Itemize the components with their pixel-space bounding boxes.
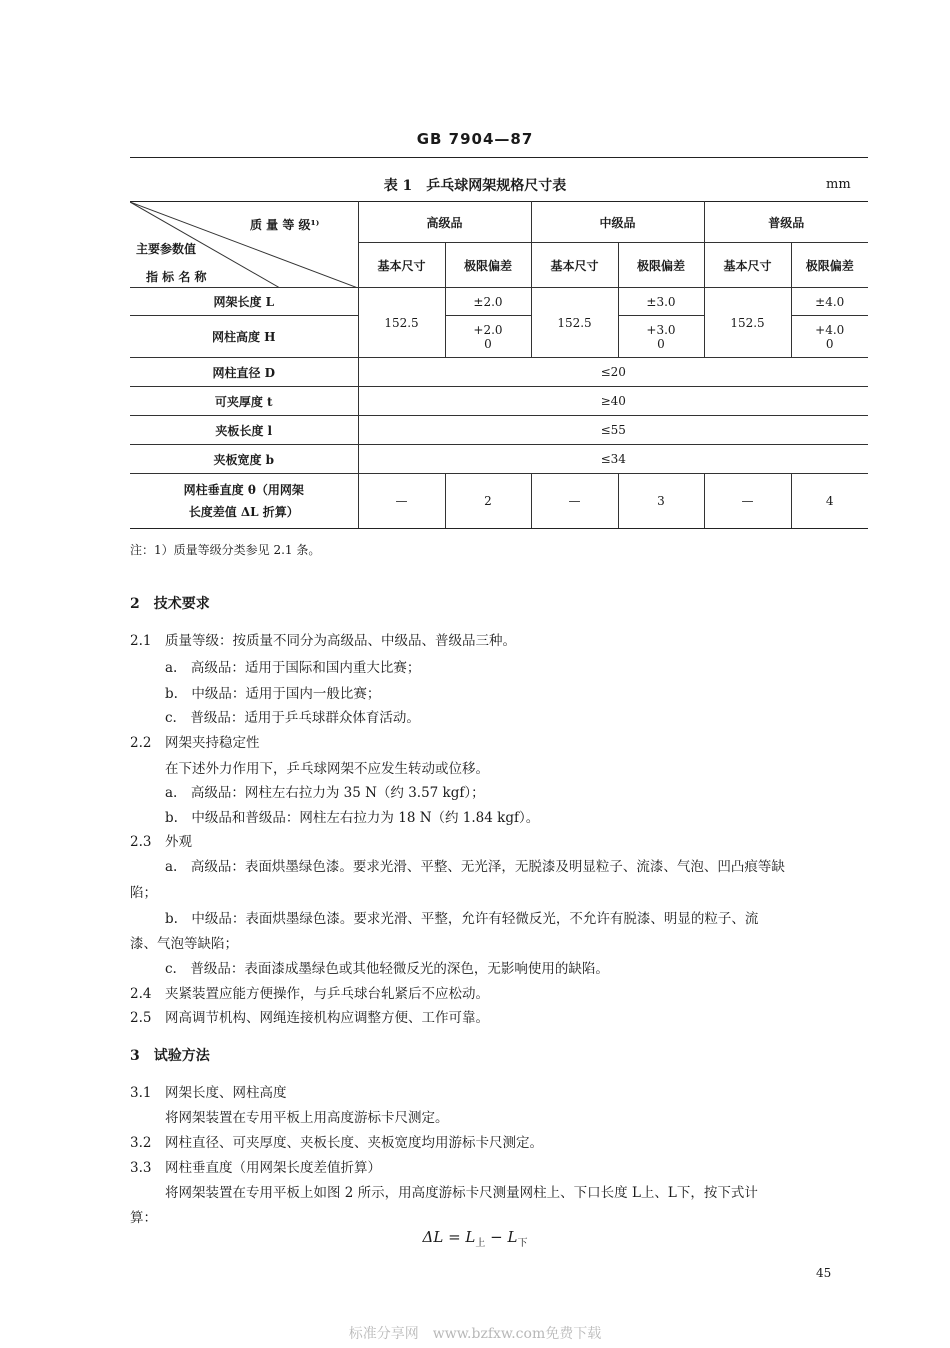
perp-tol-high: 2 [445,474,531,529]
subheader-basic-high: 基本尺寸 [358,243,445,288]
corner-indicator-label: 指 标 名 称 [146,270,207,284]
table-note: 注：1）质量等级分类参见 2.1 条。 [130,543,321,557]
tol-frame-length-high: ±2.0 [445,288,531,316]
perp-label-line-2: 长度差值 ΔL 折算） [188,505,299,519]
row-label-frame-length: 网架长度 L [130,288,358,316]
tol-frame-length-normal: ±4.0 [791,288,868,316]
clause-2-1-c: c. 普级品：适用于乒乓球群众体育活动。 [165,710,420,726]
tol-sub: 0 [657,336,665,351]
value-plate-length: ≤55 [358,416,868,445]
clause-2-2-text: 在下述外力作用下，乒乓球网架不应发生转动或位移。 [165,761,489,777]
table-title: 表 1 乒乓球网架规格尺寸表 [383,178,567,194]
section-2-heading: 2 技术要求 [130,596,210,612]
clause-2-3-b-line-1: b. 中级品：表面烘墨绿色漆。要求光滑、平整，允许有轻微反光，不允许有脱漆、明显的粒子、流 [165,911,759,927]
clause-3-3: 3.3 网柱垂直度（用网架长度差值折算） [130,1160,381,1176]
clause-2-2-a: a. 高级品：网柱左右拉力为 35 N（约 3.57 kgf）； [165,785,485,801]
spec-table [130,201,868,529]
standard-code: GB 7904—87 [416,130,534,148]
clause-2-3: 2.3 外观 [130,834,192,850]
subheader-tol-mid: 极限偏差 [618,243,704,288]
clause-3-1-text: 将网架装置在专用平板上用高度游标卡尺测定。 [165,1110,449,1126]
clause-2-4: 2.4 夹紧装置应能方便操作，与乒乓球台轧紧后不应松动。 [130,986,489,1002]
tol-sub: 0 [825,336,834,351]
formula-sub-lower: 下 [517,1238,528,1249]
watermark: 标准分享网 www.bzfxw.com免费下载 [348,1326,602,1342]
subheader-tol-normal: 极限偏差 [791,243,868,288]
clause-2-3-b-line-2: 漆、气泡等缺陷； [130,936,238,952]
clause-2-2-b: b. 中级品和普级品：网柱左右拉力为 18 N（约 1.84 kgf）。 [165,810,540,826]
tol-sub: 0 [484,336,492,351]
row-label-post-diameter: 网柱直径 D [130,358,358,387]
tol-main: +4.0 [815,322,845,337]
subheader-tol-high: 极限偏差 [445,243,531,288]
subheader-basic-normal: 基本尺寸 [704,243,791,288]
grade-header-high: 高级品 [358,202,531,243]
perp-label-line-1: 网柱垂直度 θ（用网架 [183,483,304,497]
table-unit: mm [826,177,851,192]
table-corner-cell [130,202,358,288]
clause-2-5: 2.5 网高调节机构、网绳连接机构应调整方便、工作可靠。 [130,1010,489,1026]
value-plate-width: ≤34 [358,445,868,474]
corner-param-label: 主要参数值 [136,242,197,256]
tol-post-height-high [445,316,531,358]
tol-post-height-normal [791,316,868,358]
clause-2-1-b: b. 中级品：适用于国内一般比赛； [165,686,381,702]
tol-main: +3.0 [646,322,676,337]
row-label-post-height: 网柱高度 H [130,316,358,358]
perp-basic-normal: — [704,474,791,529]
grade-header-mid: 中级品 [531,202,704,243]
corner-grade-label: 质 量 等 级¹⁾ [250,218,320,232]
perp-tol-normal: 4 [791,474,868,529]
subheader-basic-mid: 基本尺寸 [531,243,618,288]
perp-tol-mid: 3 [618,474,704,529]
clause-2-1-a: a. 高级品：适用于国际和国内重大比赛； [165,660,421,676]
row-label-plate-length: 夹板长度 l [130,416,358,445]
section-3-heading: 3 试验方法 [130,1048,210,1064]
clause-2-3-a-line-1: a. 高级品：表面烘墨绿色漆。要求光滑、平整、无光泽，无脱漆及明显粒子、流漆、气泡、凹凸痕等缺 [165,859,785,875]
grade-header-normal: 普级品 [704,202,868,243]
row-label-perpendicularity [130,474,358,529]
header-rule [130,157,868,158]
basic-size-mid: 152.5 [531,288,618,358]
clause-2-3-c: c. 普级品：表面漆成墨绿色或其他轻微反光的深色，无影响使用的缺陷。 [165,961,609,977]
clause-3-3-text-line-2: 算： [130,1210,157,1226]
page-number: 45 [816,1266,832,1280]
clause-2-3-a-line-2: 陷； [130,885,157,901]
row-label-plate-width: 夹板宽度 b [130,445,358,474]
value-clamp-thickness: ≥40 [358,387,868,416]
clause-2-1: 2.1 质量等级：按质量不同分为高级品、中级品、普级品三种。 [130,633,516,649]
basic-size-high: 152.5 [358,288,445,358]
tol-frame-length-mid: ±3.0 [618,288,704,316]
formula-delta-l [0,1228,950,1249]
formula-sub-upper: 上 [475,1238,486,1249]
basic-size-normal: 152.5 [704,288,791,358]
formula-lhs: ΔL = L [422,1228,476,1246]
clause-3-3-text-line-1: 将网架装置在专用平板上如图 2 所示，用高度游标卡尺测量网柱上、下口长度 L上、L下，按下式计 [165,1185,758,1201]
perp-basic-high: — [358,474,445,529]
clause-3-1: 3.1 网架长度、网柱高度 [130,1085,287,1101]
formula-minus: − L [485,1228,518,1246]
clause-3-2: 3.2 网柱直径、可夹厚度、夹板长度、夹板宽度均用游标卡尺测定。 [130,1135,543,1151]
row-label-clamp-thickness: 可夹厚度 t [130,387,358,416]
tol-post-height-mid [618,316,704,358]
tol-main: +2.0 [473,322,503,337]
clause-2-2: 2.2 网架夹持稳定性 [130,735,260,751]
value-post-diameter: ≤20 [358,358,868,387]
perp-basic-mid: — [531,474,618,529]
